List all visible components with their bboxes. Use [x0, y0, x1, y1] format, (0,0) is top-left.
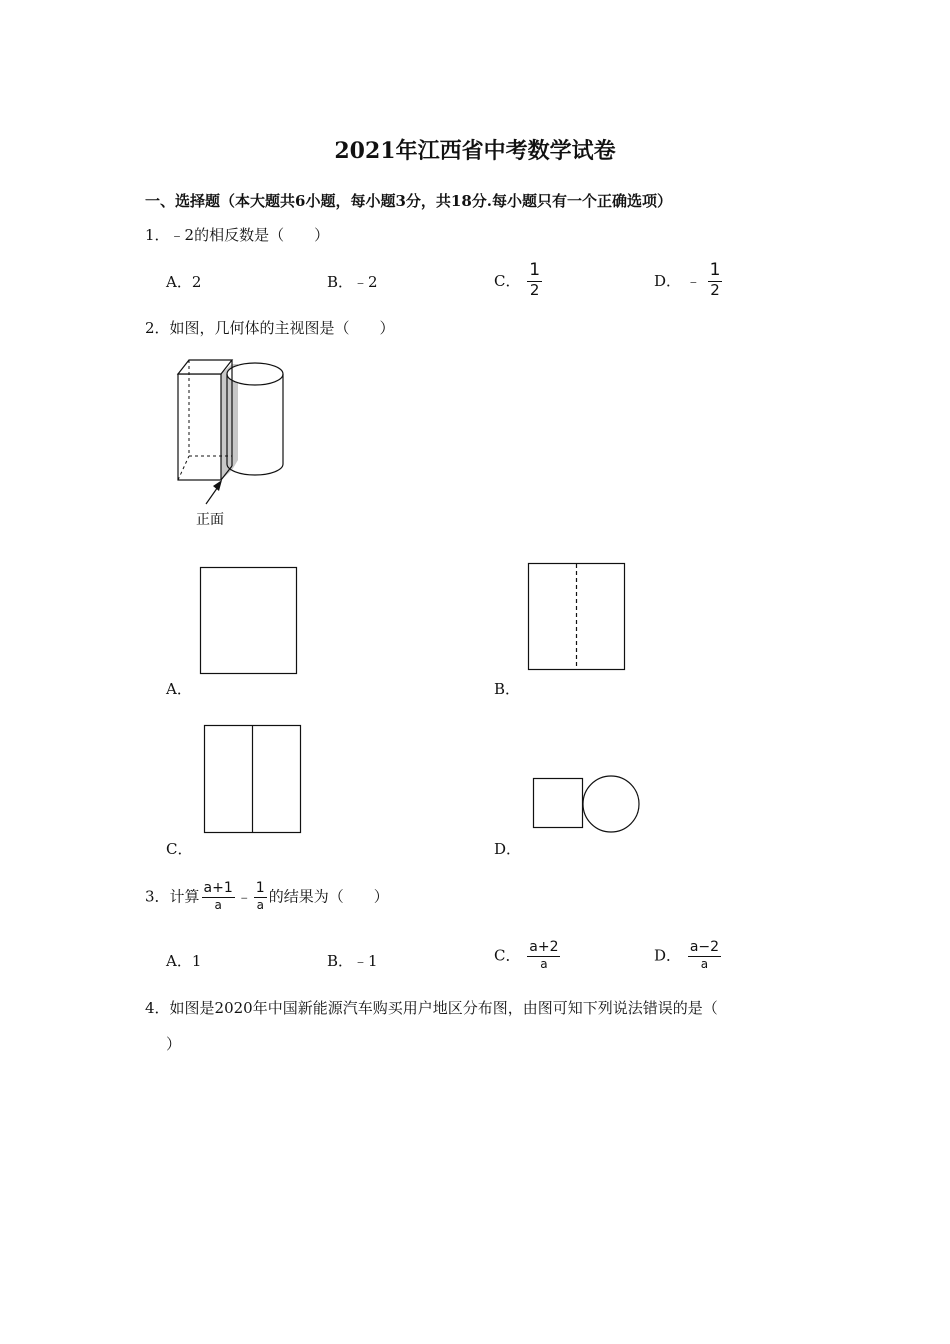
q3-prefix: 3．计算	[145, 887, 200, 906]
q2-option-b-label: B．	[494, 680, 521, 698]
q3-minus: ﹣	[236, 887, 252, 906]
fraction-denominator: 2	[529, 280, 540, 299]
q3-option-a: A．1	[166, 952, 202, 970]
section-heading: 一、选择题（本大题共6小题，每小题3分，共18分.每小题只有一个正确选项）	[145, 192, 672, 210]
page-title: 2021年江西省中考数学试卷	[334, 138, 616, 164]
q1-option-c-label: C．	[494, 271, 521, 290]
fraction-numerator: a+1	[203, 880, 233, 896]
question-3-stem	[145, 881, 389, 911]
question-4-stem-end: ）	[166, 1035, 182, 1053]
q1-option-a: A．2	[166, 273, 202, 291]
q3-option-c-fraction	[527, 940, 560, 970]
q1-option-c	[494, 262, 544, 299]
q1-option-d-fraction	[708, 262, 723, 299]
q1-option-c-fraction	[527, 262, 542, 299]
q2-option-d-label: D．	[494, 840, 522, 858]
q1-option-d	[654, 262, 724, 299]
fraction-denominator: a	[214, 897, 222, 912]
q3-option-b: B．﹣1	[327, 952, 378, 970]
q2-solid-figure	[170, 352, 300, 532]
front-label: 正面	[196, 512, 224, 528]
q3-option-d	[654, 940, 723, 970]
question-1-stem: 1．﹣2的相反数是（ ）	[145, 226, 330, 244]
fraction-denominator: a	[256, 897, 264, 912]
q2-option-d-figure	[533, 775, 643, 835]
fraction-denominator: a	[700, 956, 709, 971]
fraction-numerator: a+2	[529, 939, 559, 955]
prism-front	[178, 374, 221, 480]
fraction-numerator: 1	[529, 260, 541, 280]
q2-option-c-label: C．	[166, 840, 193, 858]
q1-option-d-sign: ﹣	[685, 271, 701, 290]
q1-option-d-label: D．	[654, 271, 682, 290]
fraction-denominator: 2	[710, 280, 720, 299]
q2-option-a-figure	[200, 567, 298, 675]
question-4-stem: 4．如图是2020年中国新能源汽车购买用户地区分布图，由图可知下列说法错误的是（	[145, 999, 718, 1017]
fraction-numerator: 1	[255, 880, 265, 896]
cylinder-top	[227, 363, 283, 385]
q3-fraction-2	[254, 881, 267, 911]
fraction-numerator: a−2	[689, 939, 720, 955]
q1-option-b: B．﹣2	[327, 273, 378, 291]
fraction-numerator: 1	[709, 260, 721, 280]
q3-option-c	[494, 940, 562, 970]
q3-option-d-label: D．	[654, 946, 682, 965]
q3-option-c-label: C．	[494, 946, 521, 965]
q3-suffix: 的结果为（ ）	[268, 887, 389, 906]
q3-fraction-1	[202, 881, 235, 911]
q2-option-b-figure	[528, 563, 626, 671]
q2-option-a-label: A．	[166, 680, 192, 698]
q2-option-c-figure	[204, 725, 302, 835]
fraction-denominator: a	[540, 956, 548, 971]
cylinder-bottom	[227, 464, 283, 475]
q3-option-d-fraction	[688, 940, 721, 970]
question-2-stem: 2．如图，几何体的主视图是（ ）	[145, 319, 395, 337]
